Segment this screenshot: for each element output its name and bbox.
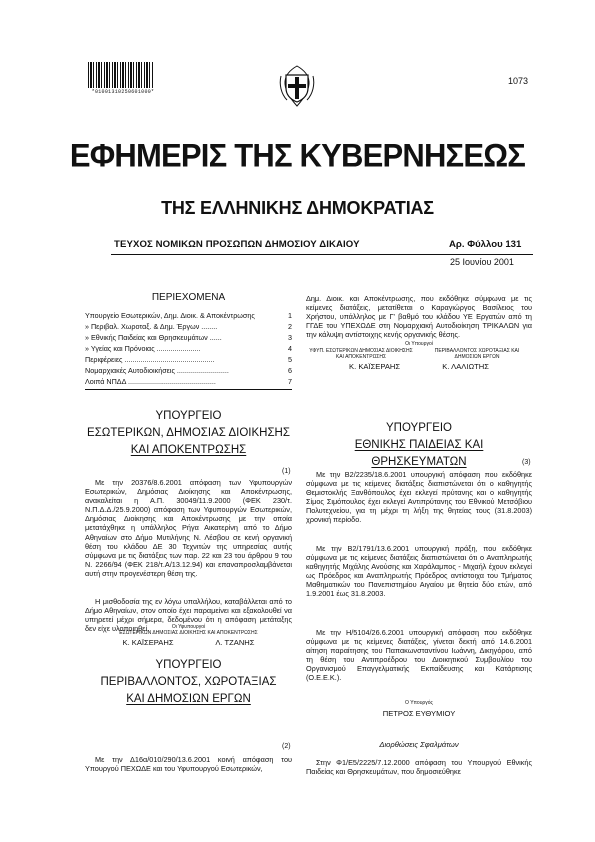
gazette-subtitle: ΤΗΣ ΕΛΛΗΝΙΚΗΣ ΔΗΜΟΚΡΑΤΙΑΣ: [161, 198, 434, 218]
item-number: (3): [522, 459, 531, 466]
signature-names: Κ. ΚΑΪΣΕΡΑΗΣ Κ. ΛΑΛΙΩΤΗΣ: [349, 362, 489, 371]
paragraph: Η μισθοδοσία της εν λόγω υπαλλήλου, καταβάλλεται από το Δήμο Αθηναίων, στον οποίο έχει παραμείνει και εξακολουθεί να υπηρετεί μέχρι σήμερα, δεδομένου ότι η απόφαση μετάταξης δεν είχε υλοποιηθεί.: [85, 597, 292, 634]
item-number: (2): [282, 743, 291, 750]
barcode: [88, 62, 154, 88]
paragraph: Δημ. Διοικ. και Αποκέντρωσης, που εκδόθηκε σύμφωνα με τις κείμενες διατάξεις, μετατίθεται ο Καραγιώργος Βασίλειος του Χρήστου, υπάλληλος με Γ' βαθμό του κλάδου ΥΕ Εργατών από τη ΓΓΔΕ του ΥΠΕΧΩΔΕ στη Νομαρχιακή Αυτοδιοίκηση ΤΡΙΚΑΛΩΝ για την κάλυψη αντίστοιχης κενής οργανικής θέσης.: [306, 294, 532, 340]
paragraph: Με την Β2/2235/18.6.2001 υπουργική απόφαση που εκδόθηκε σύμφωνα με τις κείμενες διατάξεις διαπιστώνεται ότι ο καθηγητής Θεμιστοκλής Ξανθόπουλος έχει εκλεγεί πρύτανης και ο καθηγητής Σίμος Σιμόπουλος έχει εκλεγεί Αντιπρύτανης του Εθνικού Μετσόβιου Πολυτεχνείου, για τη μέχρι τη λήξη της θητείας τους (31.8.2003) χρονική περίοδο.: [306, 470, 532, 525]
toc-rule: [85, 389, 292, 390]
paragraph: Με την Β2/1791/13.6.2001 υπουργική πράξη, που εκδόθηκε σύμφωνα με τις κείμενες διατάξεις διαπιστώνεται ότι ο Αναπληρωτής καθηγητής Μιχάλης Ανούσης και Χαράλαμπος - Μιχαήλ έχουν εκλεγεί ως Πρόεδρος και Αναπληρωτής Πρόεδρος αντίστοιχα του Τμήματος Μαθηματικών του Πανεπιστημίου Αιγαίου με θητεία δύο ετών, από 1.9.2001 έως 31.8.2003.: [306, 544, 532, 599]
issue-number: Αρ. Φύλλου 131: [449, 239, 522, 250]
toc-row: Νομαρχιακές Αυτοδιοικήσεις .......................... 6: [85, 366, 292, 375]
issue-series: ΤΕΥΧΟΣ ΝΟΜΙΚΩΝ ΠΡΟΣΩΠΩΝ ΔΗΜΟΣΙΟΥ ΔΙΚΑΙΟΥ: [114, 239, 360, 250]
header-rule: [111, 254, 533, 255]
signature-names: Κ. ΚΑΪΣΕΡΑΗΣ Λ. ΤΖΑΝΗΣ: [122, 638, 255, 647]
ministry-heading: ΥΠΟΥΡΓΕΙΟ ΕΘΝΙΚΗΣ ΠΑΙΔΕΙΑΣ ΚΑΙ ΘΡΗΣΚΕΥΜΑΤΩΝ: [354, 422, 484, 468]
ministry-heading: ΥΠΟΥΡΓΕΙΟ ΠΕΡΙΒΑΛΛΟΝΤΟΣ, ΧΩΡΟΤΑΞΙΑΣ ΚΑΙ ΔΗΜΟΣΙΩΝ ΕΡΓΩΝ: [100, 659, 277, 705]
item-number: (1): [282, 468, 291, 475]
signature-role: Ο Υπουργός: [405, 700, 433, 706]
toc-row: » Υγείας και Πρόνοιας ...................... 4: [85, 344, 292, 353]
toc-row: » Περιβαλ. Χωροταξ. & Δημ. Έργων ........ 2: [85, 322, 292, 331]
paragraph: Στην Φ1/Ε5/2225/7.12.2000 απόφαση του Υπουργού Εθνικής Παιδείας και Θρησκευμάτων, που δημοσιεύθηκε: [306, 758, 532, 777]
errata-heading: Διορθώσεις Σφαλμάτων: [379, 740, 459, 749]
toc-row: Λοιπά ΝΠΔΔ ............................................ 7: [85, 377, 292, 386]
signature-role: Οι Υπουργοί: [405, 341, 433, 347]
signature-role-detail: ΕΣΩΤΕΡΙΚΩΝ ΔΗΜΟΣΙΑΣ ΔΙΟΙΚΗΣΗΣ ΚΑΙ ΑΠΟΚΕΝΤΡΩΣΗΣ: [119, 630, 258, 636]
greek-coat-of-arms-icon: [275, 64, 319, 108]
signature-role-detail: ΠΕΡΙΒΑΛΛΟΝΤΟΣ ΧΩΡΟΤΑΞΙΑΣ ΚΑΙ ΔΗΜΟΣΙΩΝ ΕΡΓΩΝ: [434, 348, 520, 361]
toc-row: » Εθνικής Παιδείας και Θρησκευμάτων ...... 3: [85, 333, 292, 342]
paragraph: Με την Η/5104/26.6.2001 υπουργική απόφαση που εκδόθηκε σύμφωνα με τις κείμενες διατάξεις, γίνεται δεκτή από 14.6.2001 αίτηση παραίτησης του Παπακωνσταντίνου Ιωάννη, Δικηγόρου, από τη θέση του Αντιπροέδρου του Διοικητικού Συμβουλίου του Οργανισμού Επαγγελματικής Εκπαίδευσης και Κατάρτισης (Ο.Ε.Ε.Κ.).: [306, 628, 532, 683]
toc-heading: ΠΕΡΙΕΧΟΜΕΝΑ: [151, 292, 226, 303]
ministry-heading: ΥΠΟΥΡΓΕΙΟ ΕΣΩΤΕΡΙΚΩΝ, ΔΗΜΟΣΙΑΣ ΔΙΟΙΚΗΣΗΣ ΚΑΙ ΑΠΟΚΕΝΤΡΩΣΗΣ: [87, 410, 290, 456]
issue-date: 25 Ιουνίου 2001: [450, 257, 514, 267]
signature-name: ΠΕΤΡΟΣ ΕΥΘΥΜΙΟΥ: [382, 709, 456, 718]
paragraph: Με την Δ16α/010/290/13.6.2001 κοινή απόφαση του Υπουργού ΠΕΧΩΔΕ και του Υφυπουργού Εσωτερικών,: [85, 755, 292, 774]
barcode-number: *01001310250601000*: [91, 89, 155, 95]
page-number: 1073: [508, 76, 529, 86]
toc-row: Περιφέρειες ............................................. 5: [85, 355, 292, 364]
toc-row: Υπουργείο Εσωτερικών, Δημ. Διοικ. & Αποκέντρωσης 1: [85, 311, 292, 320]
gazette-title: ΕΦΗΜΕΡΙΣ ΤΗΣ ΚΥΒΕΡΝΗΣΕΩΣ: [69, 137, 526, 174]
signature-role: Οι Υφυπουργοί: [171, 624, 206, 630]
signature-role-detail: ΥΦΥΠ. ΕΣΩΤΕΡΙΚΩΝ ΔΗΜΟΣΙΑΣ ΔΙΟΙΚΗΣΗΣ ΚΑΙ ΑΠΟΚΕΝΤΡΩΣΗΣ: [309, 348, 413, 361]
paragraph: Με την 20376/8.6.2001 απόφαση των Υφυπουργών Εσωτερικών, Δημόσιας Διοίκησης και Αποκέντρωσης, ανακαλείται η Α.Π. 30049/11.9.2000 (ΦΕΚ 230/τ. Ν.Π.Δ.Δ./25.9.2000) απόφαση των Υφυπουργών Εσωτερικών, Δημόσιας Διοίκησης και Αποκέντρωσης με την οποία μετατάχθηκε η υπάλληλος Ρήγα Αικατερίνη από το Δήμο Αθηναίων στο Δήμο Μυτιλήνης Ν. Λέσβου σε κενή οργανική θέση του κλάδου ΔΕ 30 Τεχνιτών της υπηρεσίας αυτής σύμφωνα με τις διατάξεις των παρ. 22 και 23 του άρθρου 9 του Ν. 2266/94 (ΦΕΚ 218/τ.Α/13.12.94) και επαναπροσλαμβάνεται αυτή στην προγενέστερη θέση της.: [85, 478, 292, 578]
